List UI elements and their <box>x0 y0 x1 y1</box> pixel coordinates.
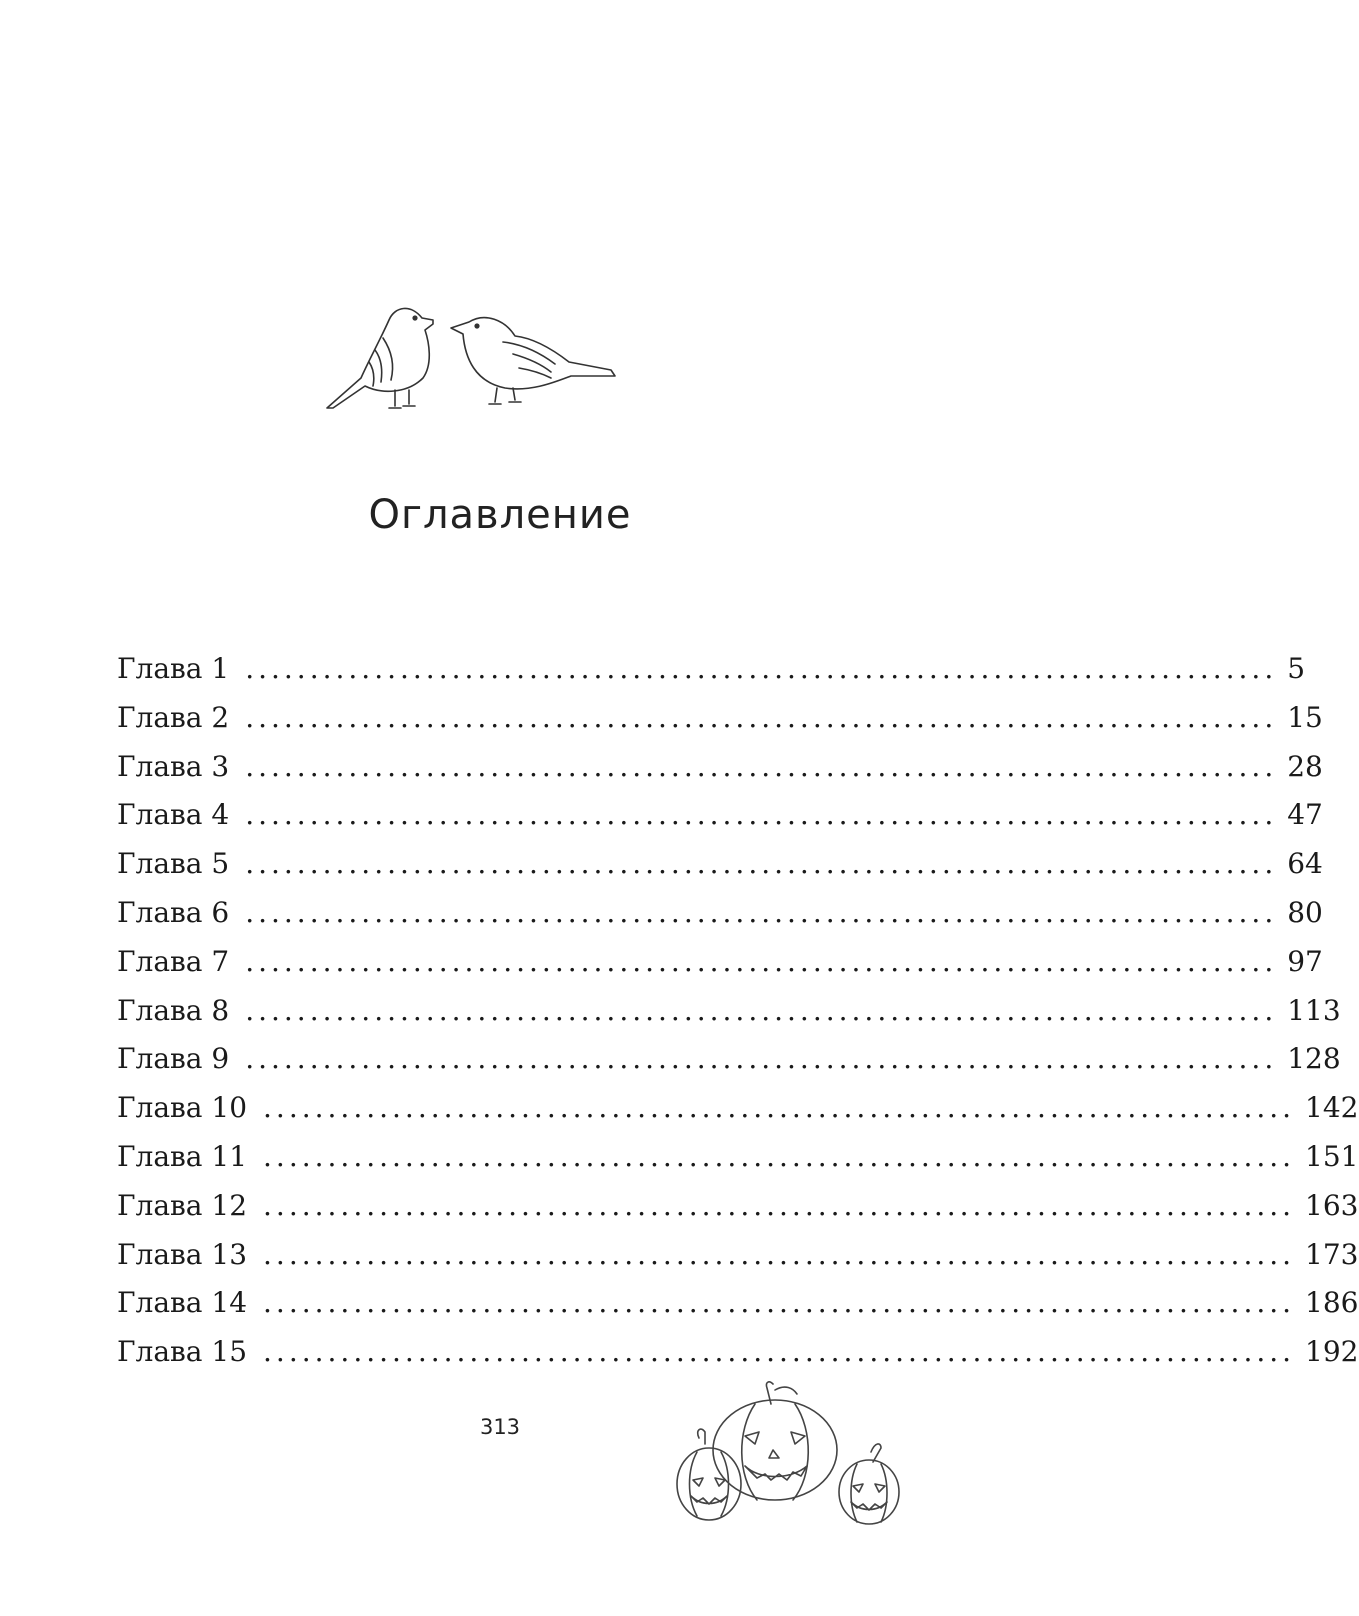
toc-entry-page: 15 <box>1287 700 1323 734</box>
toc-entry-label: Глава 2 <box>117 700 230 734</box>
toc-entry-label: Глава 5 <box>117 847 230 881</box>
toc-entry <box>117 895 1323 945</box>
toc-entry-label: Глава 9 <box>117 1042 230 1076</box>
pumpkins-illustration <box>675 1380 915 1530</box>
toc-entry <box>117 993 1341 1043</box>
toc-entry-page: 128 <box>1287 1042 1341 1076</box>
sparrows-illustration <box>325 298 625 428</box>
toc-dot-leader: ................................................................................ <box>245 895 1278 929</box>
toc-entry-label: Глава 8 <box>117 993 230 1027</box>
toc-entry-page: 80 <box>1287 895 1323 929</box>
toc-entry <box>117 1139 1359 1189</box>
toc-dot-leader: ................................................................................ <box>245 798 1278 832</box>
toc-dot-leader: ................................................................................ <box>263 1335 1296 1369</box>
toc-entry-page: 97 <box>1287 944 1323 978</box>
page-title: Оглавление <box>368 492 632 538</box>
toc-dot-leader: ................................................................................ <box>245 944 1278 978</box>
toc-entry <box>117 1286 1359 1335</box>
toc-dot-leader: ................................................................................ <box>245 700 1278 734</box>
toc-dot-leader: ................................................................................ <box>245 993 1278 1027</box>
toc-entry-page: 163 <box>1305 1188 1359 1222</box>
toc-entry-label: Глава 3 <box>117 749 230 783</box>
toc-entry <box>117 1335 1359 1384</box>
toc-dot-leader: ................................................................................ <box>263 1091 1296 1125</box>
toc-entry-label: Глава 10 <box>117 1091 248 1125</box>
toc-entry-page: 173 <box>1305 1237 1359 1271</box>
toc-entry <box>117 700 1323 750</box>
toc-dot-leader: ................................................................................ <box>245 749 1278 783</box>
toc-entry-label: Глава 1 <box>117 652 230 685</box>
toc-dot-leader: ................................................................................ <box>263 1286 1296 1320</box>
toc-entry-page: 5 <box>1287 652 1306 685</box>
toc-entry-label: Глава 11 <box>117 1139 248 1173</box>
page-number: 313 <box>479 1415 521 1439</box>
toc-dot-leader: ................................................................................ <box>245 847 1278 881</box>
toc-entry <box>117 652 1306 701</box>
toc-entry-label: Глава 4 <box>117 798 230 832</box>
toc-entry <box>117 1091 1359 1140</box>
toc-dot-leader: ................................................................................ <box>263 1139 1296 1173</box>
toc-dot-leader: ................................................................................ <box>245 1042 1278 1076</box>
toc-entry <box>117 944 1323 994</box>
toc-entry-page: 142 <box>1305 1091 1359 1125</box>
toc-entry-label: Глава 12 <box>117 1188 248 1222</box>
toc-entry <box>117 1042 1341 1091</box>
toc-entry-label: Глава 14 <box>117 1286 248 1320</box>
toc-entry-label: Глава 13 <box>117 1237 248 1271</box>
toc-dot-leader: ................................................................................ <box>245 652 1278 685</box>
toc-dot-leader: ................................................................................ <box>263 1237 1296 1271</box>
toc-entry <box>117 847 1323 896</box>
toc-entry-page: 113 <box>1287 993 1341 1027</box>
toc-entry-label: Глава 6 <box>117 895 230 929</box>
toc-dot-leader: ................................................................................ <box>263 1188 1296 1222</box>
toc-entry-page: 192 <box>1305 1335 1359 1369</box>
toc-entry-label: Глава 15 <box>117 1335 248 1369</box>
toc-entry <box>117 1188 1359 1238</box>
toc-entry-page: 64 <box>1287 847 1323 881</box>
toc-entry-page: 186 <box>1305 1286 1359 1320</box>
toc-entry <box>117 798 1323 847</box>
toc-entry-page: 47 <box>1287 798 1323 832</box>
toc-entry-page: 151 <box>1305 1139 1359 1173</box>
toc-entry <box>117 1237 1359 1287</box>
table-of-contents <box>117 652 1359 1384</box>
toc-entry-label: Глава 7 <box>117 944 230 978</box>
toc-entry <box>117 749 1323 799</box>
toc-entry-page: 28 <box>1287 749 1323 783</box>
